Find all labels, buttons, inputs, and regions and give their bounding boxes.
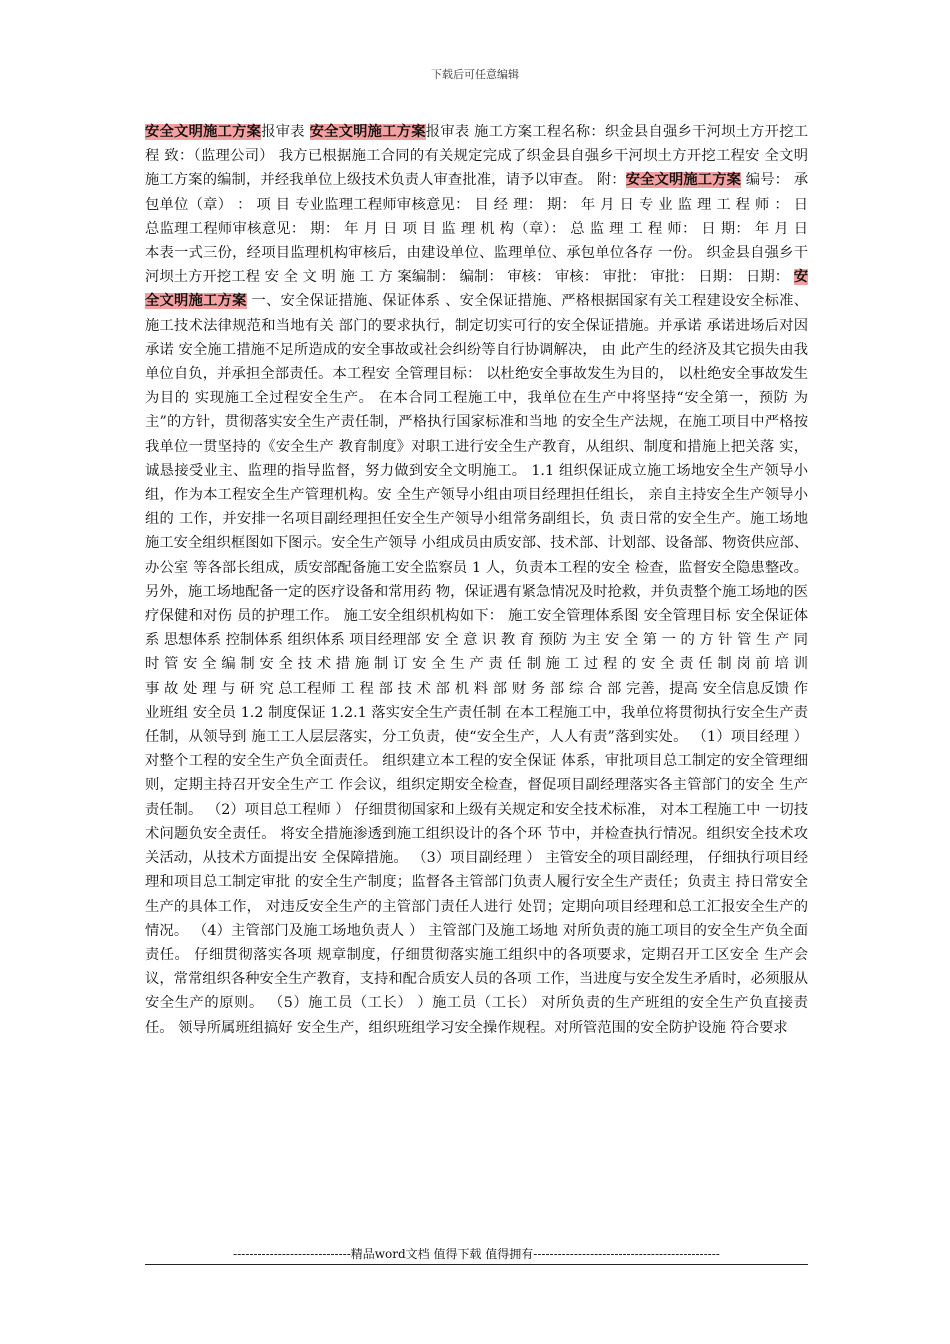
- body-text-segment: 报审表 施工方案工程名称：织金县自强乡干河坝土方开挖工程 致：（监理公司） 我方已根据施工合同的有关规定完成了织金县自强乡干河坝土方开挖工程安 全文明施工方案的编制，并经我单位上级技术负责人审查批准，请予以审查。 附：: [145, 124, 809, 189]
- highlighted-term: 安全文明施工方案: [145, 124, 262, 140]
- page-footer-text: -----------------------------精品word文档 值得下载 值得拥有----------------------------------------------: [233, 1247, 720, 1261]
- document-body: [145, 120, 808, 1040]
- highlighted-term: 安全文明施工方案: [309, 124, 426, 140]
- body-text-segment: 报审表: [261, 124, 310, 140]
- footer-divider: [145, 1264, 808, 1265]
- page-header-note: 下载后可任意编辑: [431, 68, 519, 81]
- body-text-segment: 编号： 承包单位（章） ： 项 目 专业监理工程师审核意见： 目 经 理： 期： 年 月 日 专 业 监 理 工 程 师 ： 日 总监理工程师审核意见： 期： 年 月 日 项 目 监 理 机 构（章）： 总 监 理 工 程 师： 日 期： 年 月 日 本表一式三份，经项目监理机构审核后，由建设单位、监理单位、承包单位各存 一份。 织金县自强乡干河坝土方开挖工程 安 全 文 明 施 工 方 案编制： 编制： 审核： 审核： 审批： 审批： 日期： 日期：: [145, 172, 809, 286]
- highlighted-term: 安全文明施工方案: [625, 172, 742, 189]
- highlighted-term: 安全文明施工方案: [145, 269, 808, 310]
- body-text-segment: 一、安全保证措施、保证体系 、安全保证措施、严格根据国家有关工程建设安全标准、 施工技术法律规范和当地有关 部门的要求执行，制定切实可行的安全保证措施。并承诺 承诺进场后对因 承诺 安全施工措施不足所造成的安全事故或社会纠纷等自行协调解决， 由 此产生的经济及其它损失由我单位自负，并承担全部责任。本工程安 全管理目标： 以杜绝安全事故发生为目的， 以杜绝安全事故发生为目的 实现施工全过程安全生产。 在本合同工程施工中，我单位在生产中将坚持“安全第一，预防 为主”的方针，贯彻落实安全生产责任制，严格执行国家标准和当地 的安全生产法规，在施工项目中严格按我单位一贯坚持的《安全生产 教育制度》对职工进行安全生产教育，从组织、制度和措施上把关落 实，诚恳接受业主、监理的指导监督，努力做到安全文明施工。 1.1 组织保证成立施工场地安全生产领导小组，作为本工程安全生产管理机构。安 全生产领导小组由项目经理担任组长， 亲自主持安全生产领导小组的 工作，并安排一名项目副经理担任安全生产领导小组常务副组长，负 责日常的安全生产。施工场地施工安全组织框图如下图示。安全生产领导 小组成员由质安部、技术部、计划部、设备部、物资供应部、办公室 等各部长组成，质安部配备施工安全监察员 1 人，负责本工程的安全 检查，监督安全隐患整改。另外，施工场地配备一定的医疗设备和常用药 物，保证遇有紧急情况及时抢救，并负责整个施工场地的医疗保健和对伤 员的护理工作。 施工安全组织机构如下： 施工安全管理体系图 安全管理目标 安全保证体系 思想体系 控制体系 组织体系 项目经理部 安 全 意 识 教 育 预防 为主 安 全 第 一 的 方 针 管 生 产 同 时 管 安 全 编 制 安 全 技 术 措 施 制 订 安 全 生 产 责 任 制 施 工 过 程 的 安 全 责 任 制 岗 前 培 训 事 故 处 理 与 研 究 总工程师 工 程 部 技 术 部 机 料 部 财 务 部 综 合 部 完善，提高 安全信息反馈 作业班组 安全员 1.2 制度保证 1.2.1 落实安全生产责任制 在本工程施工中，我单位将贯彻执行安全生产责任制，从领导到 施工工人层层落实，分工负责，使“安全生产，人人有责”落到实处。 （1）项目经理 ） 对整个工程的安全生产负全面责任。 组织建立本工程的安全保证 体系，审批项目总工制定的安全管理细则，定期主持召开安全生产工 作会议，组织定期安全检查，督促项目副经理落实各主管部门的安全 生产责任制。 （2）项目总工程师 ） 仔细贯彻国家和上级有关规定和安全技术标准， 对本工程施工中 一切技术问题负安全责任。 将安全措施渗透到施工组织设计的各个环 节中，并检查执行情况。组织安全技术攻关活动，从技术方面提出安 全保障措施。 （3）项目副经理 ） 主管安全的项目副经理， 仔细执行项目经理和项目总工制定审批 的安全生产制度；监督各主管部门负责人履行安全生产责任；负责主 持日常安全生产的具体工作， 对违反安全生产的主管部门责任人进行 处罚；定期向项目经理和总工汇报安全生产的情况。 （4）主管部门及施工场地负责人 ） 主管部门及施工场地 对所负责的施工项目的安全生产负全面责任。 仔细贯彻落实各项 规章制度，仔细贯彻落实施工组织中的各项要求，定期召开工区安全 生产会议，常常组织各种安全生产教育，支持和配合质安人员的各项 工作，当进度与安全发生矛盾时，必须服从安全生产的原则。 （5）施工员（工长） ）施工员（工长） 对所负责的生产班组的安全生产负直接责任。 领导所属班组搞好 安全生产，组织班组学习安全操作规程。对所管范围的安全防护设施 符合要求: [145, 293, 808, 1036]
